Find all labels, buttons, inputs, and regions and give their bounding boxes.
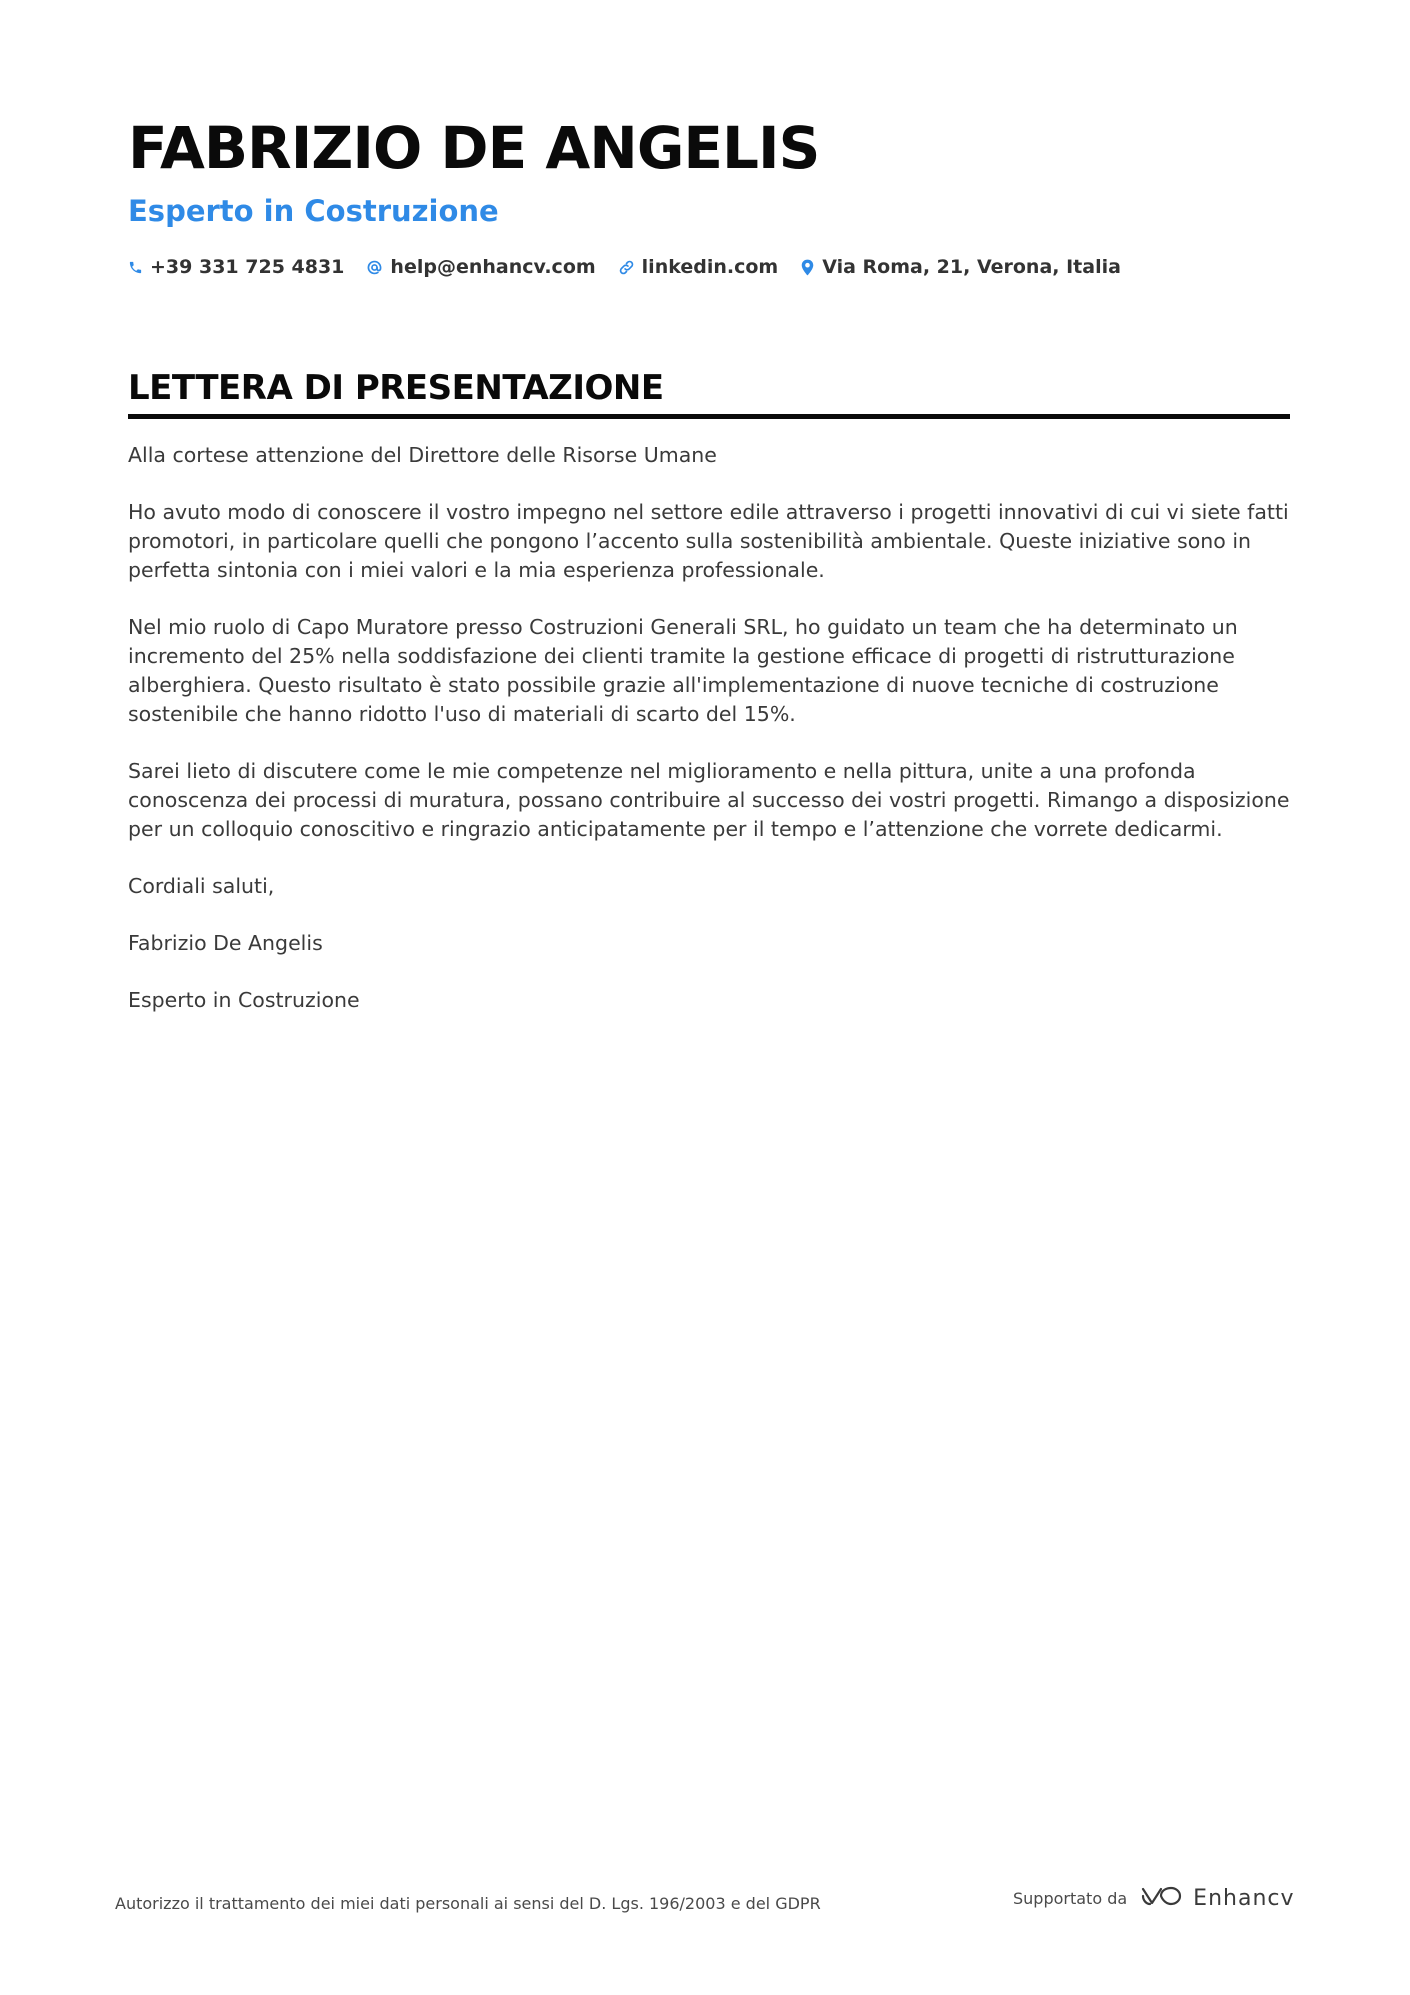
letter-body: [128, 441, 1290, 1015]
contact-linkedin-text[interactable]: linkedin.com: [641, 256, 779, 278]
powered-by[interactable]: [1013, 1884, 1295, 1913]
contact-location-text: Via Roma, 21, Verona, Italia: [822, 256, 1121, 278]
candidate-name: FABRIZIO DE ANGELIS: [128, 114, 820, 182]
candidate-role: Esperto in Costruzione: [128, 194, 499, 228]
contact-location: [800, 256, 1121, 278]
location-pin-icon: [800, 259, 815, 276]
contact-linkedin[interactable]: [618, 256, 779, 278]
enhancv-logo-icon: [1137, 1884, 1183, 1913]
link-icon: [618, 259, 635, 276]
letter-salutation: Alla cortese attenzione del Direttore delle Risorse Umane: [128, 443, 717, 467]
contact-phone: [128, 256, 344, 278]
signature-role: Esperto in Costruzione: [128, 988, 360, 1012]
contact-email[interactable]: [366, 256, 595, 278]
letter-closing: Cordiali saluti,: [128, 874, 275, 898]
contact-email-text[interactable]: help@enhancv.com: [390, 256, 596, 278]
supported-by-label: Supportato da: [1013, 1889, 1128, 1908]
letter-paragraph: Sarei lieto di discutere come le mie competenze nel miglioramento e nella pittura, unite a una profonda conoscenza dei processi di muratura, possano contribuire al successo dei vostri progetti. Rimango a disposizione per un colloquio conoscitivo e ringrazio anticipatamente per il tempo e l’attenzione che vorrete dedicarmi.: [128, 759, 1290, 841]
phone-icon: [128, 260, 143, 275]
letter-paragraph: Ho avuto modo di conoscere il vostro impegno nel settore edile attraverso i progetti innovativi di cui vi siete fatti promotori, in particolare quelli che pongono l’accento sulla sostenibilità ambientale. Queste iniziative sono in perfetta sintonia con i miei valori e la mia esperienza professionale.: [128, 500, 1289, 582]
cover-letter-section: [128, 366, 1290, 1043]
signature-name: Fabrizio De Angelis: [128, 931, 323, 955]
section-divider: [128, 414, 1290, 419]
letter-paragraph: Nel mio ruolo di Capo Muratore presso Costruzioni Generali SRL, ho guidato un team che ha determinato un incremento del 25% nella soddisfazione dei clienti tramite la gestione efficace di progetti di ristrutturazione alberghiera. Questo risultato è stato possibile grazie all'implementazione di nuove tecniche di costruzione sostenibile che hanno ridotto l'uso di materiali di scarto del 15%.: [128, 615, 1238, 726]
header: [128, 108, 1288, 278]
at-icon: [366, 259, 383, 276]
contact-phone-text: +39 331 725 4831: [150, 256, 345, 278]
contact-bar: [128, 256, 1288, 278]
enhancv-brand: Enhancv: [1193, 1886, 1295, 1911]
privacy-disclaimer: Autorizzo il trattamento dei miei dati personali ai sensi del D. Lgs. 196/2003 e del GDPR: [115, 1894, 821, 1913]
section-title: LETTERA DI PRESENTAZIONE: [128, 368, 664, 408]
